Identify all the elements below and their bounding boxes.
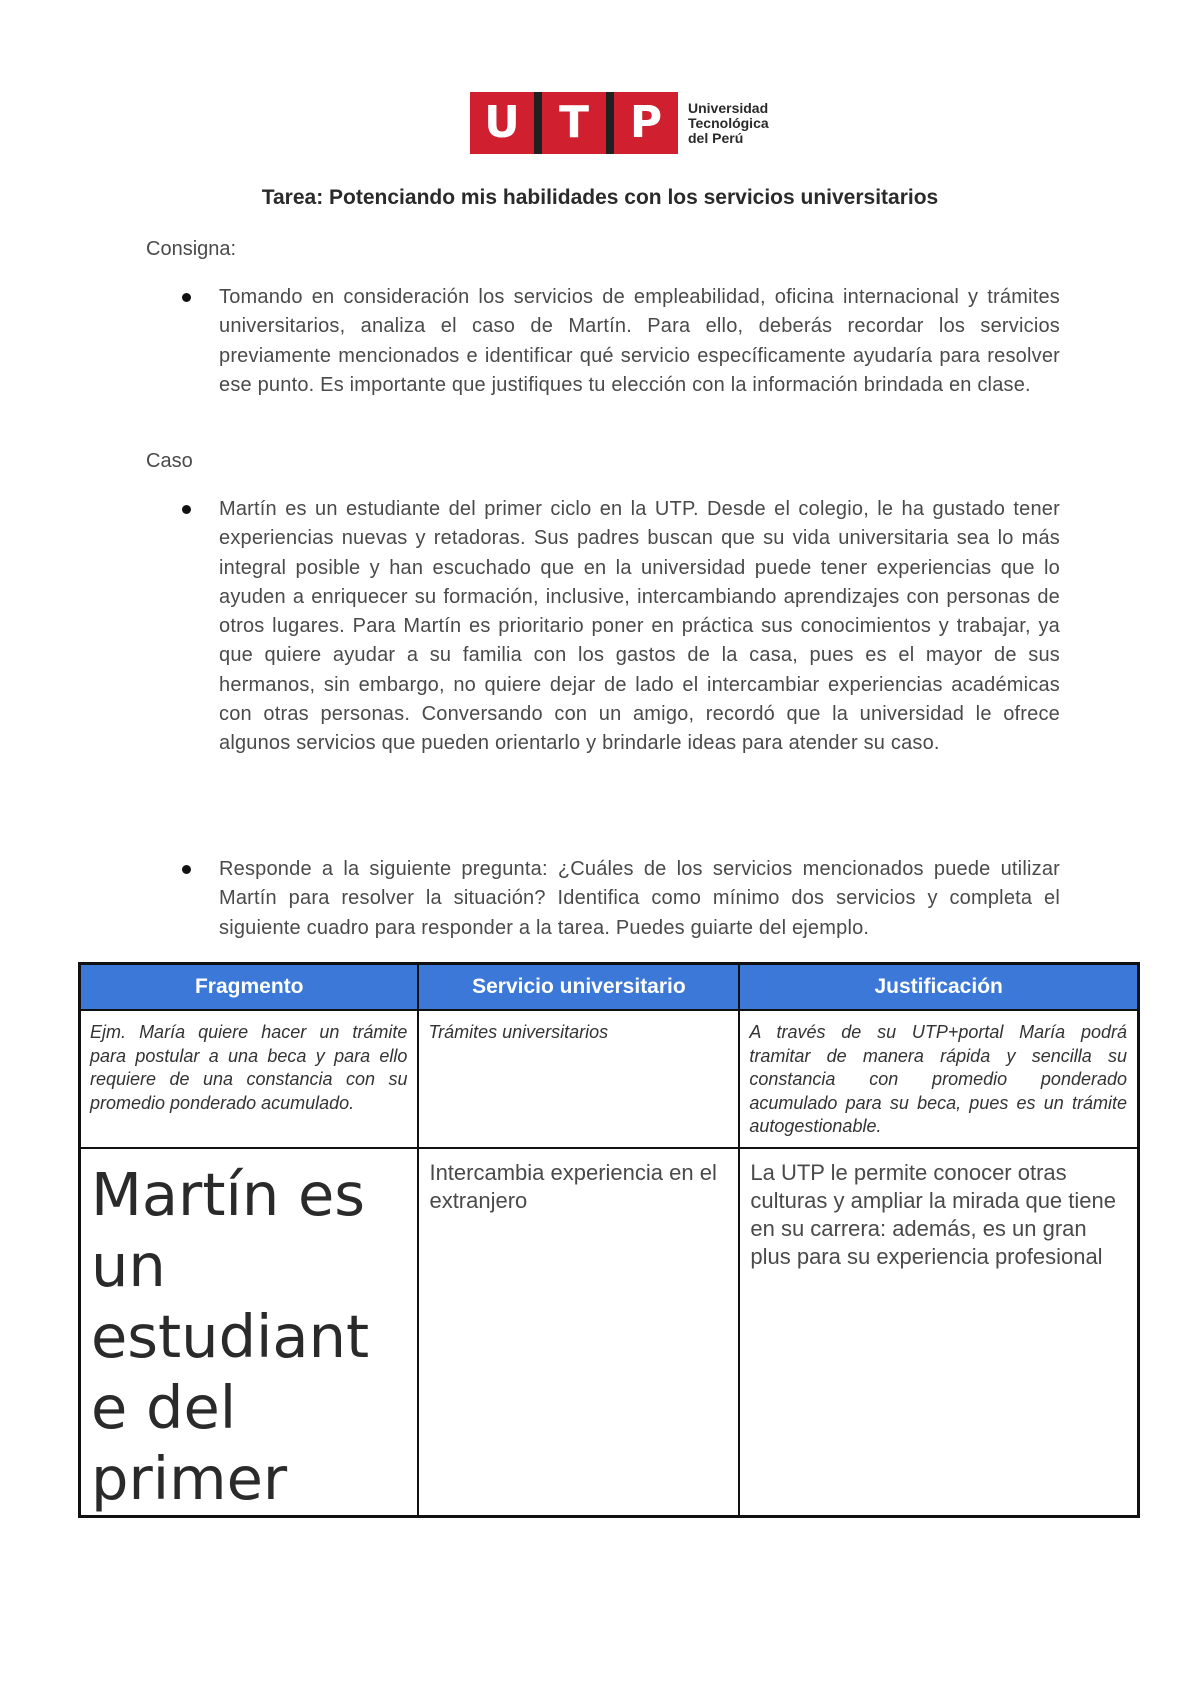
answer-table	[78, 962, 1140, 1518]
logo-wordmark: Universidad Tecnológica del Perú	[688, 99, 769, 146]
logo-letter-u: U	[484, 97, 520, 148]
header-justificacion: Justificación	[739, 964, 1138, 1011]
table-header-row	[80, 964, 1139, 1011]
example-justificacion[interactable]: A través de su UTP+portal María podrá tramitar de manera rápida y sencilla su constancia con promedio ponderado acumulado para su beca, pues es un trámite autogestionable.	[739, 1010, 1138, 1148]
bullet-dot-icon	[182, 865, 191, 874]
table-row-example	[80, 1010, 1139, 1148]
utp-logo	[470, 92, 769, 154]
document-title: Tarea: Potenciando mis habilidades con los servicios universitarios	[261, 186, 939, 209]
answer-fragmento[interactable]: Martín es un estudiant e del primer	[80, 1148, 419, 1517]
logo-letter-p: P	[629, 97, 663, 148]
header-fragmento: Fragmento	[80, 964, 419, 1011]
caso-label: Caso	[146, 450, 193, 472]
example-fragmento[interactable]: Ejm. María quiere hacer un trámite para postular a una beca y para ello requiere de una constancia con su promedio ponderado acumulado.	[80, 1010, 419, 1148]
example-servicio[interactable]: Trámites universitarios	[418, 1010, 739, 1148]
bullet-dot-icon	[182, 505, 191, 514]
header-servicio: Servicio universitario	[418, 964, 739, 1011]
table-row-answer	[80, 1148, 1139, 1517]
consigna-text: Tomando en consideración los servicios de empleabilidad, oficina internacional y trámites universitarios, analiza el caso de Martín. Para ello, deberás recordar los servicios previamente mencionados e identificar qué servicio específicamente ayudaría para resolver ese punto. Es importante que justifiques tu elección con la información brindada en clase.	[219, 286, 1060, 396]
caso-text: Martín es un estudiante del primer ciclo en la UTP. Desde el colegio, le ha gustado tener experiencias nuevas y retadoras. Sus padres buscan que su vida universitaria sea lo más integral posible y han escuchado que en la universidad puede tener experiencias que lo ayuden a enriquecer su formación, inclusive, intercambiando aprendizajes con personas de otros lugares. Para Martín es prioritario poner en práctica sus conocimientos y trabajar, ya que quiere ayudar a su familia con los gastos de la casa, pues es el mayor de sus hermanos, sin embargo, no quiere dejar de lado el intercambiar experiencias académicas con otras personas. Conversando con un amigo, recordó que la universidad le ofrece algunos servicios que pueden orientarlo y brindarle ideas para atender su caso.	[219, 498, 1060, 755]
answer-justificacion[interactable]: La UTP le permite conocer otras culturas y ampliar la mirada que tiene en su carrera: además, es un gran plus para su experiencia profesional	[739, 1148, 1138, 1517]
bullet-dot-icon	[182, 293, 191, 302]
utp-logo-mark	[470, 92, 678, 154]
pregunta-text: Responde a la siguiente pregunta: ¿Cuáles de los servicios mencionados puede utilizar Martín para resolver la situación? Identifica como mínimo dos servicios y completa el siguiente cuadro para responder a la tarea. Puedes guiarte del ejemplo.	[219, 858, 1060, 939]
consigna-label: Consigna:	[146, 238, 237, 260]
logo-letter-t: T	[558, 97, 589, 148]
answer-servicio[interactable]: Intercambia experiencia en el extranjero	[418, 1148, 739, 1517]
